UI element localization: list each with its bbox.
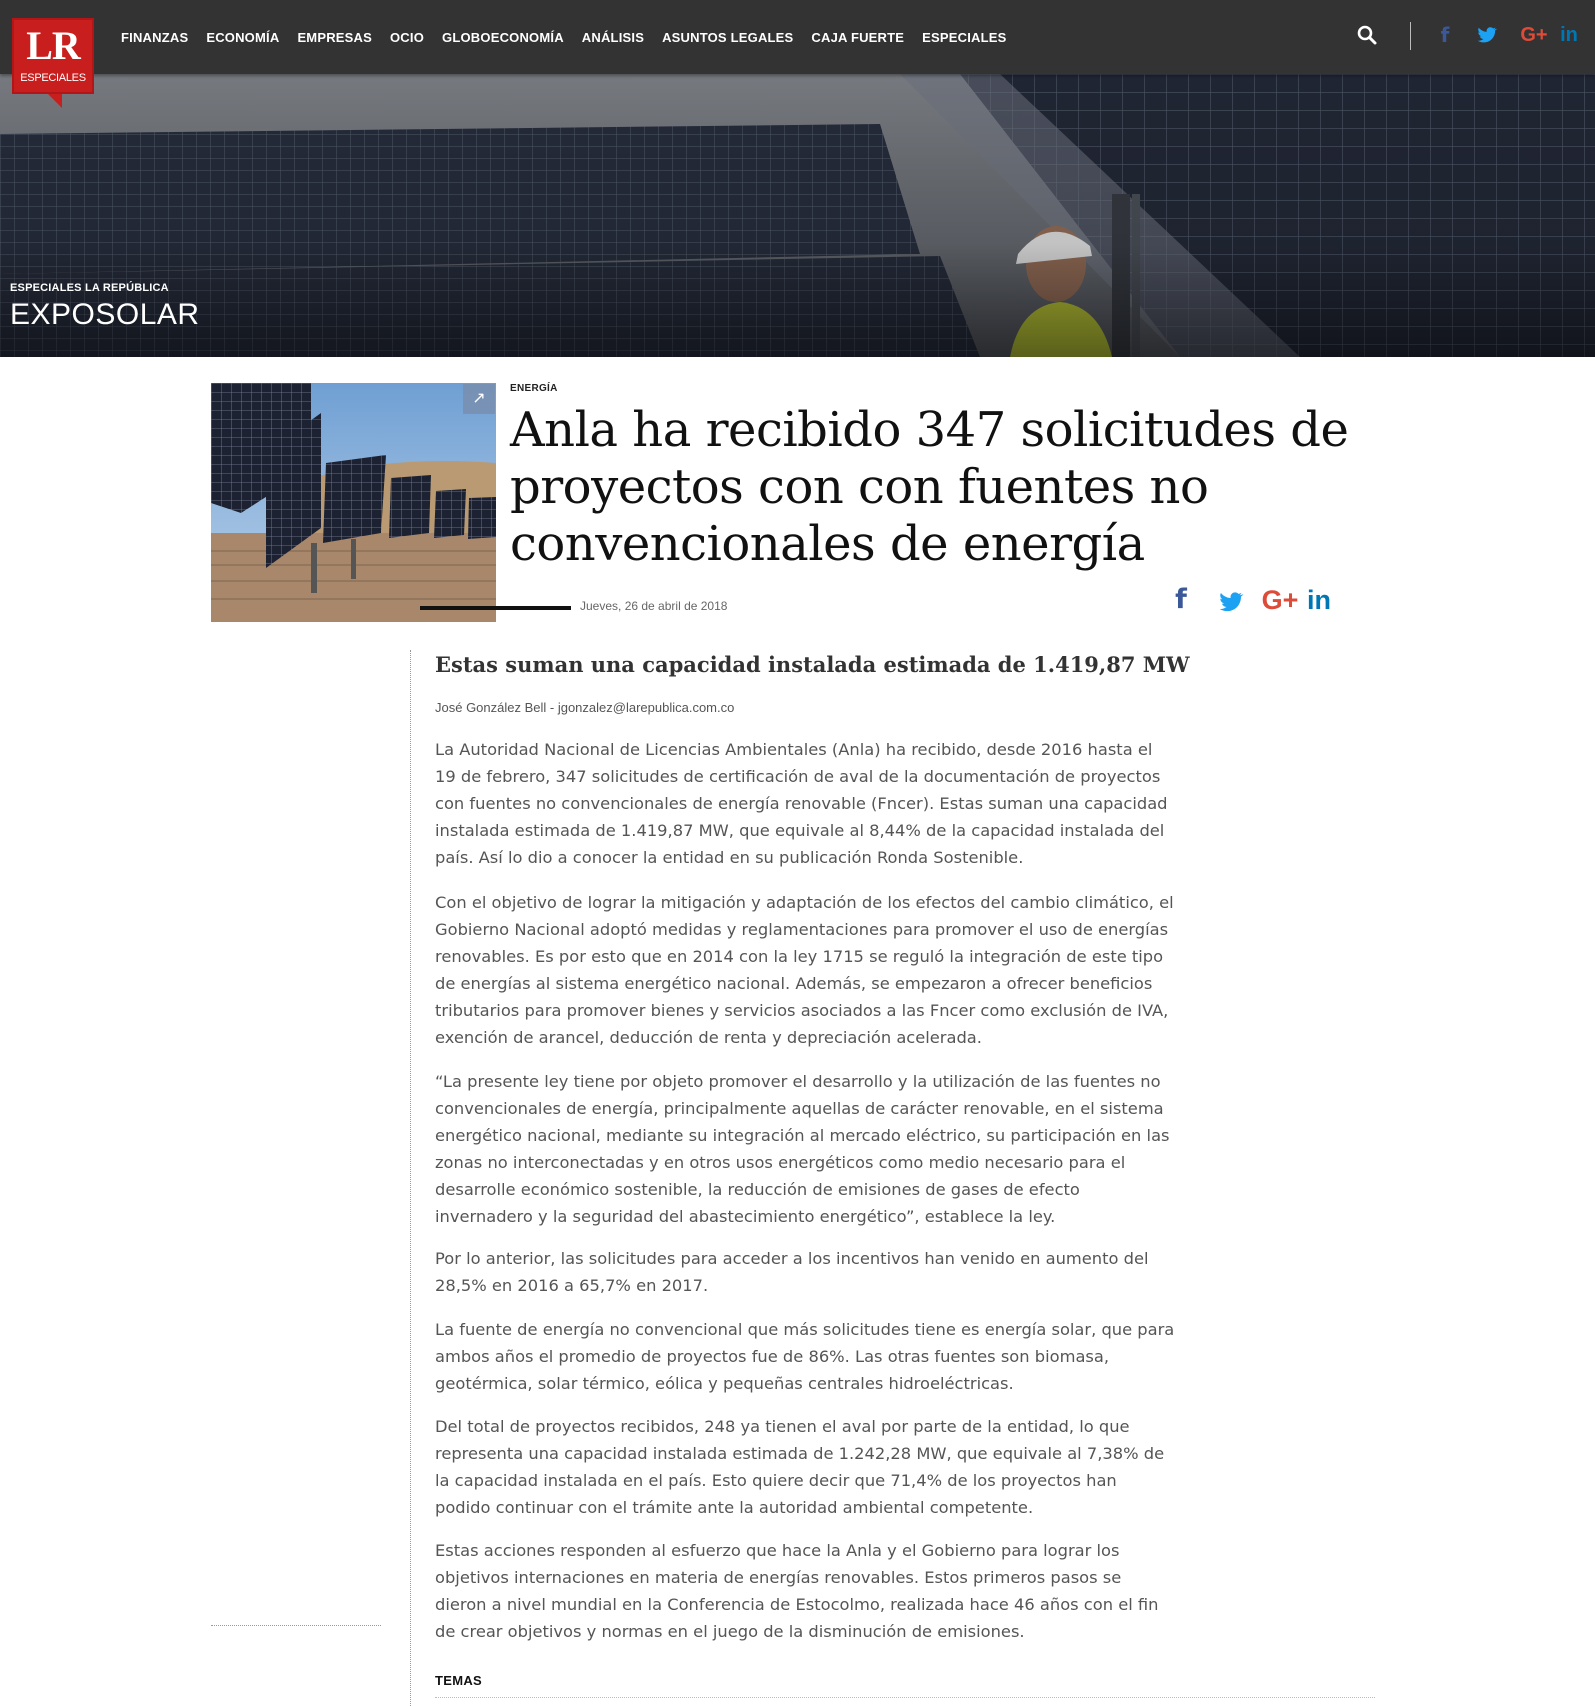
article-date: Jueves, 26 de abril de 2018 (580, 599, 728, 613)
twitter-icon[interactable] (1476, 22, 1498, 48)
site-logo[interactable] (12, 18, 94, 106)
temas-heading: TEMAS (435, 1673, 482, 1688)
sidebar-rule (211, 1625, 381, 1626)
article-thumbnail[interactable] (211, 383, 496, 622)
article-headline: Anla ha recibido 347 solicitudes de proyectos con con fuentes no convencionales de energía (510, 402, 1349, 572)
share-linkedin-icon[interactable]: in (1307, 585, 1331, 615)
article-paragraph: La fuente de energía no convencional que más solicitudes tiene es energía solar, que para ambos años el promedio de proyectos fue de 86%. Las otras fuentes son biomasa, geotérmica, solar térmico, eólica y pequeñas centrales hidroeléctricas. (435, 1320, 1175, 1393)
menu-item-especiales[interactable]: ESPECIALES (922, 29, 1007, 45)
hero-title: EXPOSOLAR (10, 298, 200, 331)
article-paragraph: La Autoridad Nacional de Licencias Ambientales (Anla) ha recibido, desde 2016 hasta el 19 de febrero, 347 solicitudes de certificación de aval de la documentación de proyectos con fuentes no convencionales de energía renovable (Fncer). Estas suman una capacidad instalada estimada de 1.419,87 MW, que equivale al 8,44% de la capacidad instalada del país. Así lo dio a conocer la entidad en su publicación Ronda Sostenible. (435, 740, 1168, 867)
share-google-plus-icon[interactable]: G+ (1261, 585, 1299, 615)
main-menu (121, 0, 1025, 74)
expand-image-button[interactable]: ↗ (463, 384, 495, 414)
article-paragraph: “La presente ley tiene por objeto promover el desarrollo y la utilización de las fuentes no convencionales de energía, principalmente aquellas de carácter renovable, en el sistema energético nacional, mediante su integración al mercado eléctrico, su participación en las zonas no interconectadas y en otros usos energéticos como medio necesario para el desarrolle económico sostenible, la reducción de emisiones de gases de efecto invernadero y la seguridad del abastecimiento energético”, establece la ley. (435, 1072, 1170, 1226)
category-label[interactable]: ENERGÍA (510, 383, 558, 394)
top-navbar (0, 0, 1595, 74)
logo-text: LR (26, 23, 80, 68)
menu-item-ocio[interactable]: OCIO (390, 29, 425, 45)
menu-item-economia[interactable]: ECONOMÍA (206, 29, 280, 45)
temas-rule (435, 1697, 1375, 1698)
hero-solar-image (0, 74, 1595, 357)
share-twitter-icon[interactable] (1217, 586, 1245, 618)
facebook-icon[interactable]: f (1440, 23, 1450, 47)
thumbnail-solar-image (211, 383, 496, 622)
hero-banner (0, 74, 1595, 357)
article-paragraph: Estas acciones responden al esfuerzo que hace la Anla y el Gobierno para lograr los objetivos internaciones en materia de energías renovables. Estos primeros pasos se dieron a nivel mundial en la Conferencia de Estocolmo, realizada hace 46 años con el fin de crear objetivos y normas en el juego de la disminución de emisiones. (435, 1541, 1159, 1641)
search-icon[interactable] (1356, 24, 1378, 46)
menu-item-asuntos-legales[interactable]: ASUNTOS LEGALES (662, 29, 794, 45)
menu-item-empresas[interactable]: EMPRESAS (297, 29, 372, 45)
google-plus-icon[interactable]: G+ (1520, 24, 1548, 46)
menu-item-caja-fuerte[interactable]: CAJA FUERTE (811, 29, 905, 45)
logo-subtitle: ESPECIALES (20, 72, 86, 84)
hero-kicker: ESPECIALES LA REPÚBLICA (10, 282, 169, 294)
menu-item-finanzas[interactable]: FINANZAS (121, 29, 189, 45)
menu-item-analisis[interactable]: ANÁLISIS (581, 29, 645, 45)
article-paragraph: Por lo anterior, las solicitudes para acceder a los incentivos han venido en aumento del 28,5% en 2016 a 65,7% en 2017. (435, 1249, 1149, 1295)
nav-divider (1410, 22, 1411, 50)
menu-item-globoeconomia[interactable]: GLOBOECONOMÍA (442, 29, 564, 45)
share-facebook-icon[interactable]: f (1175, 584, 1187, 615)
article-paragraph: Del total de proyectos recibidos, 248 ya tienen el aval por parte de la entidad, lo que representa una capacidad instalada estimada de 1.242,28 MW, que equivale al 7,38% de la capacidad instalada en el país. Esto quiere decir que 71,4% de los proyectos han podido continuar con el trámite ante la autoridad ambiental competente. (435, 1417, 1165, 1517)
content-divider (410, 650, 411, 1706)
article-subtitle: Estas suman una capacidad instalada estimada de 1.419,87 MW (435, 652, 1190, 677)
article-paragraph: Con el objetivo de lograr la mitigación y adaptación de los efectos del cambio climático, el Gobierno Nacional adoptó medidas y reglamentaciones para promover el uso de energías renovables. Es por esto que en 2014 con la ley 1715 se reguló la integración de este tipo de energías al sistema energético nacional. Además, se empezaron a ofrecer beneficios tributarios para promover bienes y servicios asociados a las Fncer como exclusión de IVA, exención de arancel, deducción de renta y depreciación acelerada. (435, 893, 1174, 1047)
linkedin-icon[interactable]: in (1560, 24, 1578, 46)
date-rule (420, 606, 571, 610)
logo-tail (48, 94, 62, 108)
article-author: José González Bell - jgonzalez@larepublica.com.co (435, 700, 735, 715)
